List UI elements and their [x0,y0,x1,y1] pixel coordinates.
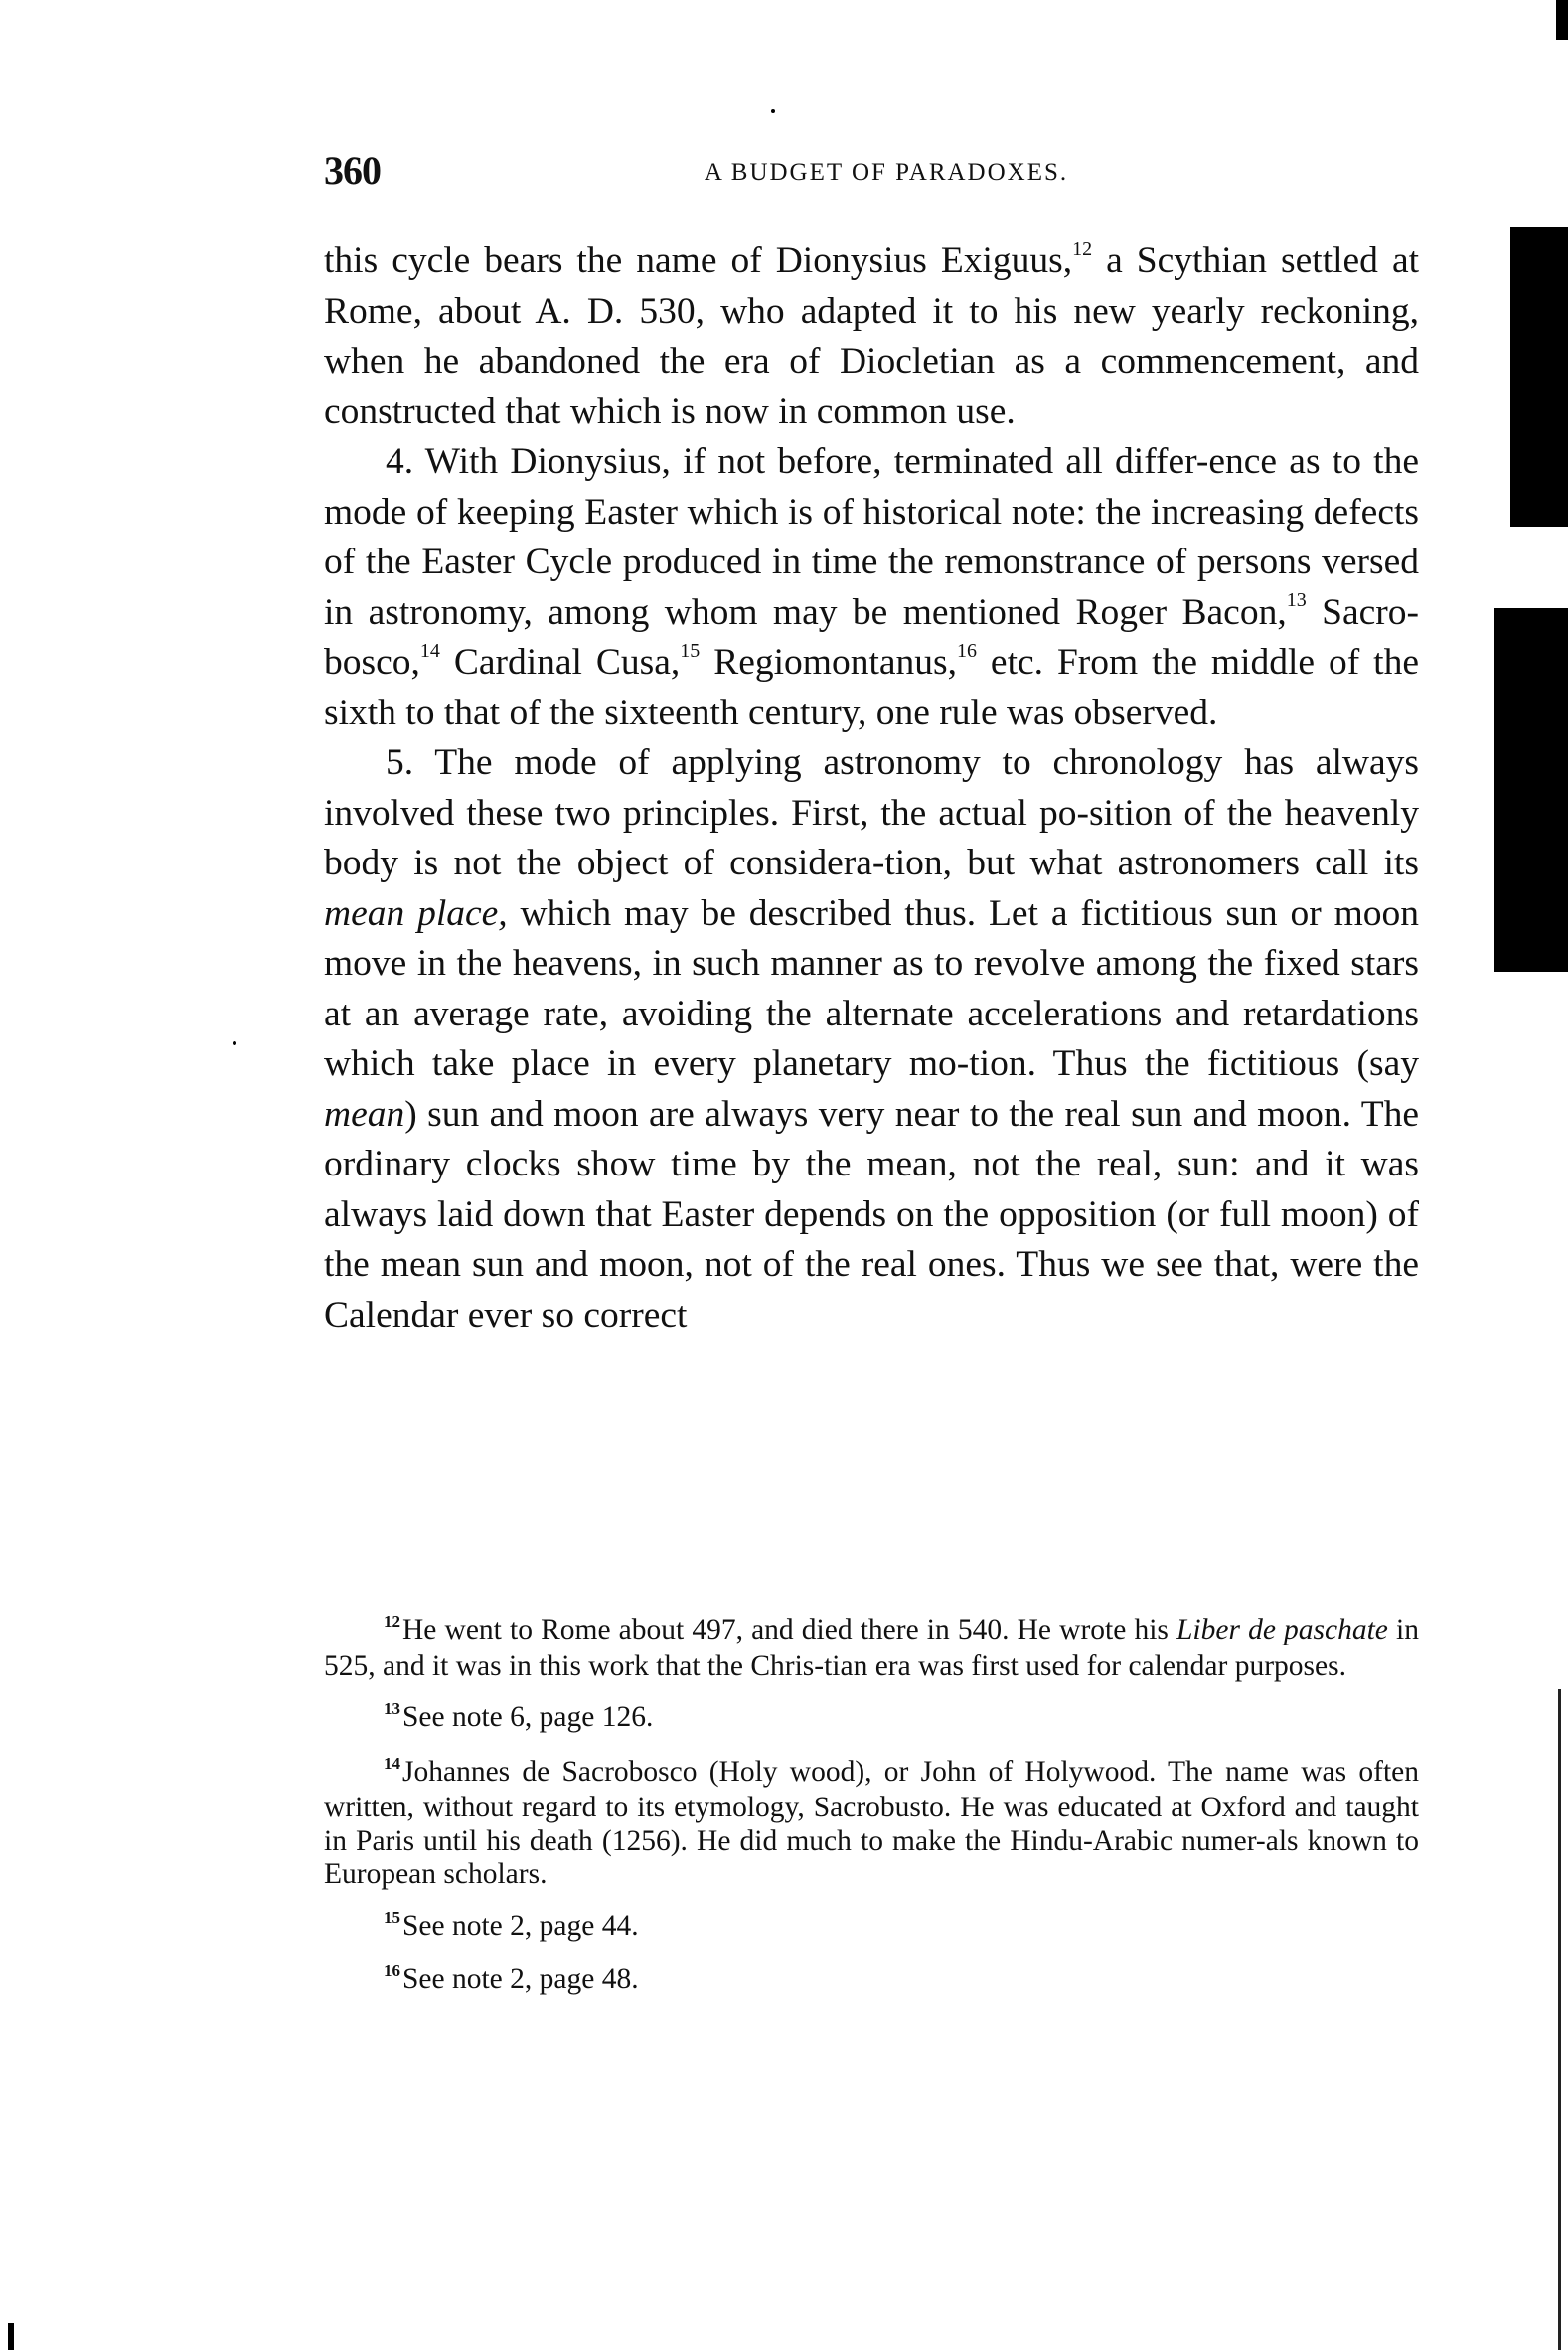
footnote-number: 16 [384,1961,400,1980]
paragraph-1 [324,236,1419,437]
page-number: 360 [324,148,381,193]
paragraph-1-text-cont: a Scythian settled at Rome, about A. D. 530, who adapted it to his new yearly reckoning, when he abandoned the era of Diocletian as a commencement, and constructed that which is now in common use. [324,240,1420,432]
paragraph-3-text-b: which may be described thus. Let a fictitious sun or moon move in the heavens, in such manner as to revolve among the fixed stars at an average rate, avoiding the alternate accelerations and retardations which take place in every planetary mo-tion. Thus the fictitious (say [324,892,1419,1084]
footnote-text: See note 2, page 48. [402,1963,639,1995]
footnote-text: Johannes de Sacrobosco (Holy wood), or John of Holywood. The name was often written, without regard to its etymology, Sacrobusto. He was educated at Oxford and taught in Paris until his death (1256). He did much to make the Hindu-Arabic numer-als known to European scholars. [324,1755,1419,1890]
footnotes [324,1614,1419,2018]
footnote-13 [324,1701,1419,1738]
footnote-number: 12 [384,1612,400,1631]
term-mean: mean [324,1093,405,1135]
footnote-ref-12: 12 [1072,237,1093,260]
scan-edge-bar-upper [1510,227,1568,527]
footnote-number: 13 [384,1699,400,1718]
footnote-text: See note 6, page 126. [402,1701,654,1733]
paragraph-2-text-c: Cardinal Cusa, [439,642,681,683]
footnote-12 [324,1614,1419,1683]
footnote-ref-13: 13 [1286,589,1307,611]
footnote-text: See note 2, page 44. [402,1909,639,1942]
footnote-title-italic: Liber de paschate [1176,1614,1388,1645]
scan-edge-mark-top [1556,0,1568,40]
paragraph-3-text: 5. The mode of applying astronomy to chronology has always involved these two principles. First, the actual po-sition of the heavenly body is not the object of considera-tion, but what astronomers call its [324,742,1419,883]
footnote-16 [324,1963,1419,2000]
footnote-number: 15 [384,1907,400,1927]
paragraph-3-text-c: ) sun and moon are always very near to the real sun and moon. The ordinary clocks show time by the mean, not the real, sun: and it was always laid down that Easter depends on the opposition (or full moon) of the mean sun and moon, not of the real ones. Thus we see that, were the Calendar ever so correct [324,1093,1419,1335]
term-mean-place: mean place, [324,892,508,934]
paragraph-2-text: 4. With Dionysius, if not before, terminated all differ-ence as to the mode of keeping Easter which is of historical note: the increasing defects of the Easter Cycle produced in time the remonstrance of persons versed in astronomy, among whom may be mentioned Roger Bacon, [324,441,1419,633]
page-header-title: A BUDGET OF PARADOXES. [704,159,1069,186]
footnote-text-cont: in 525, and it was in this work that the Chris-tian era was first used for calendar purposes. [324,1614,1419,1682]
scan-edge-line-bottom [1558,1689,1561,2350]
footnote-ref-15: 15 [680,639,701,662]
scan-dot-top [771,109,775,113]
paragraph-2-text-e: etc. From the middle of the sixth to that of the sixteenth century, one rule was observed. [324,642,1419,733]
footnote-15 [324,1907,1419,1947]
footnote-number: 14 [384,1753,400,1773]
scan-dot-left [233,1041,236,1045]
footnote-ref-14: 14 [419,639,440,662]
running-head [324,147,1419,197]
scan-edge-bar-lower [1494,608,1568,972]
paragraph-2-text-b: Sacro-bosco, [324,591,1419,683]
scan-corner-mark [8,2323,14,2350]
paragraph-1-text: this cycle bears the name of Dionysius Exiguus, [324,240,1073,281]
body-text [324,236,1419,1340]
paragraph-2-text-d: Regiomontanus, [700,642,957,683]
paragraph-3 [324,738,1419,1340]
footnote-text: He went to Rome about 497, and died there in 540. He wrote his [402,1614,1177,1645]
paragraph-2 [324,437,1419,738]
footnote-14 [324,1753,1419,1892]
footnote-ref-16: 16 [956,639,977,662]
